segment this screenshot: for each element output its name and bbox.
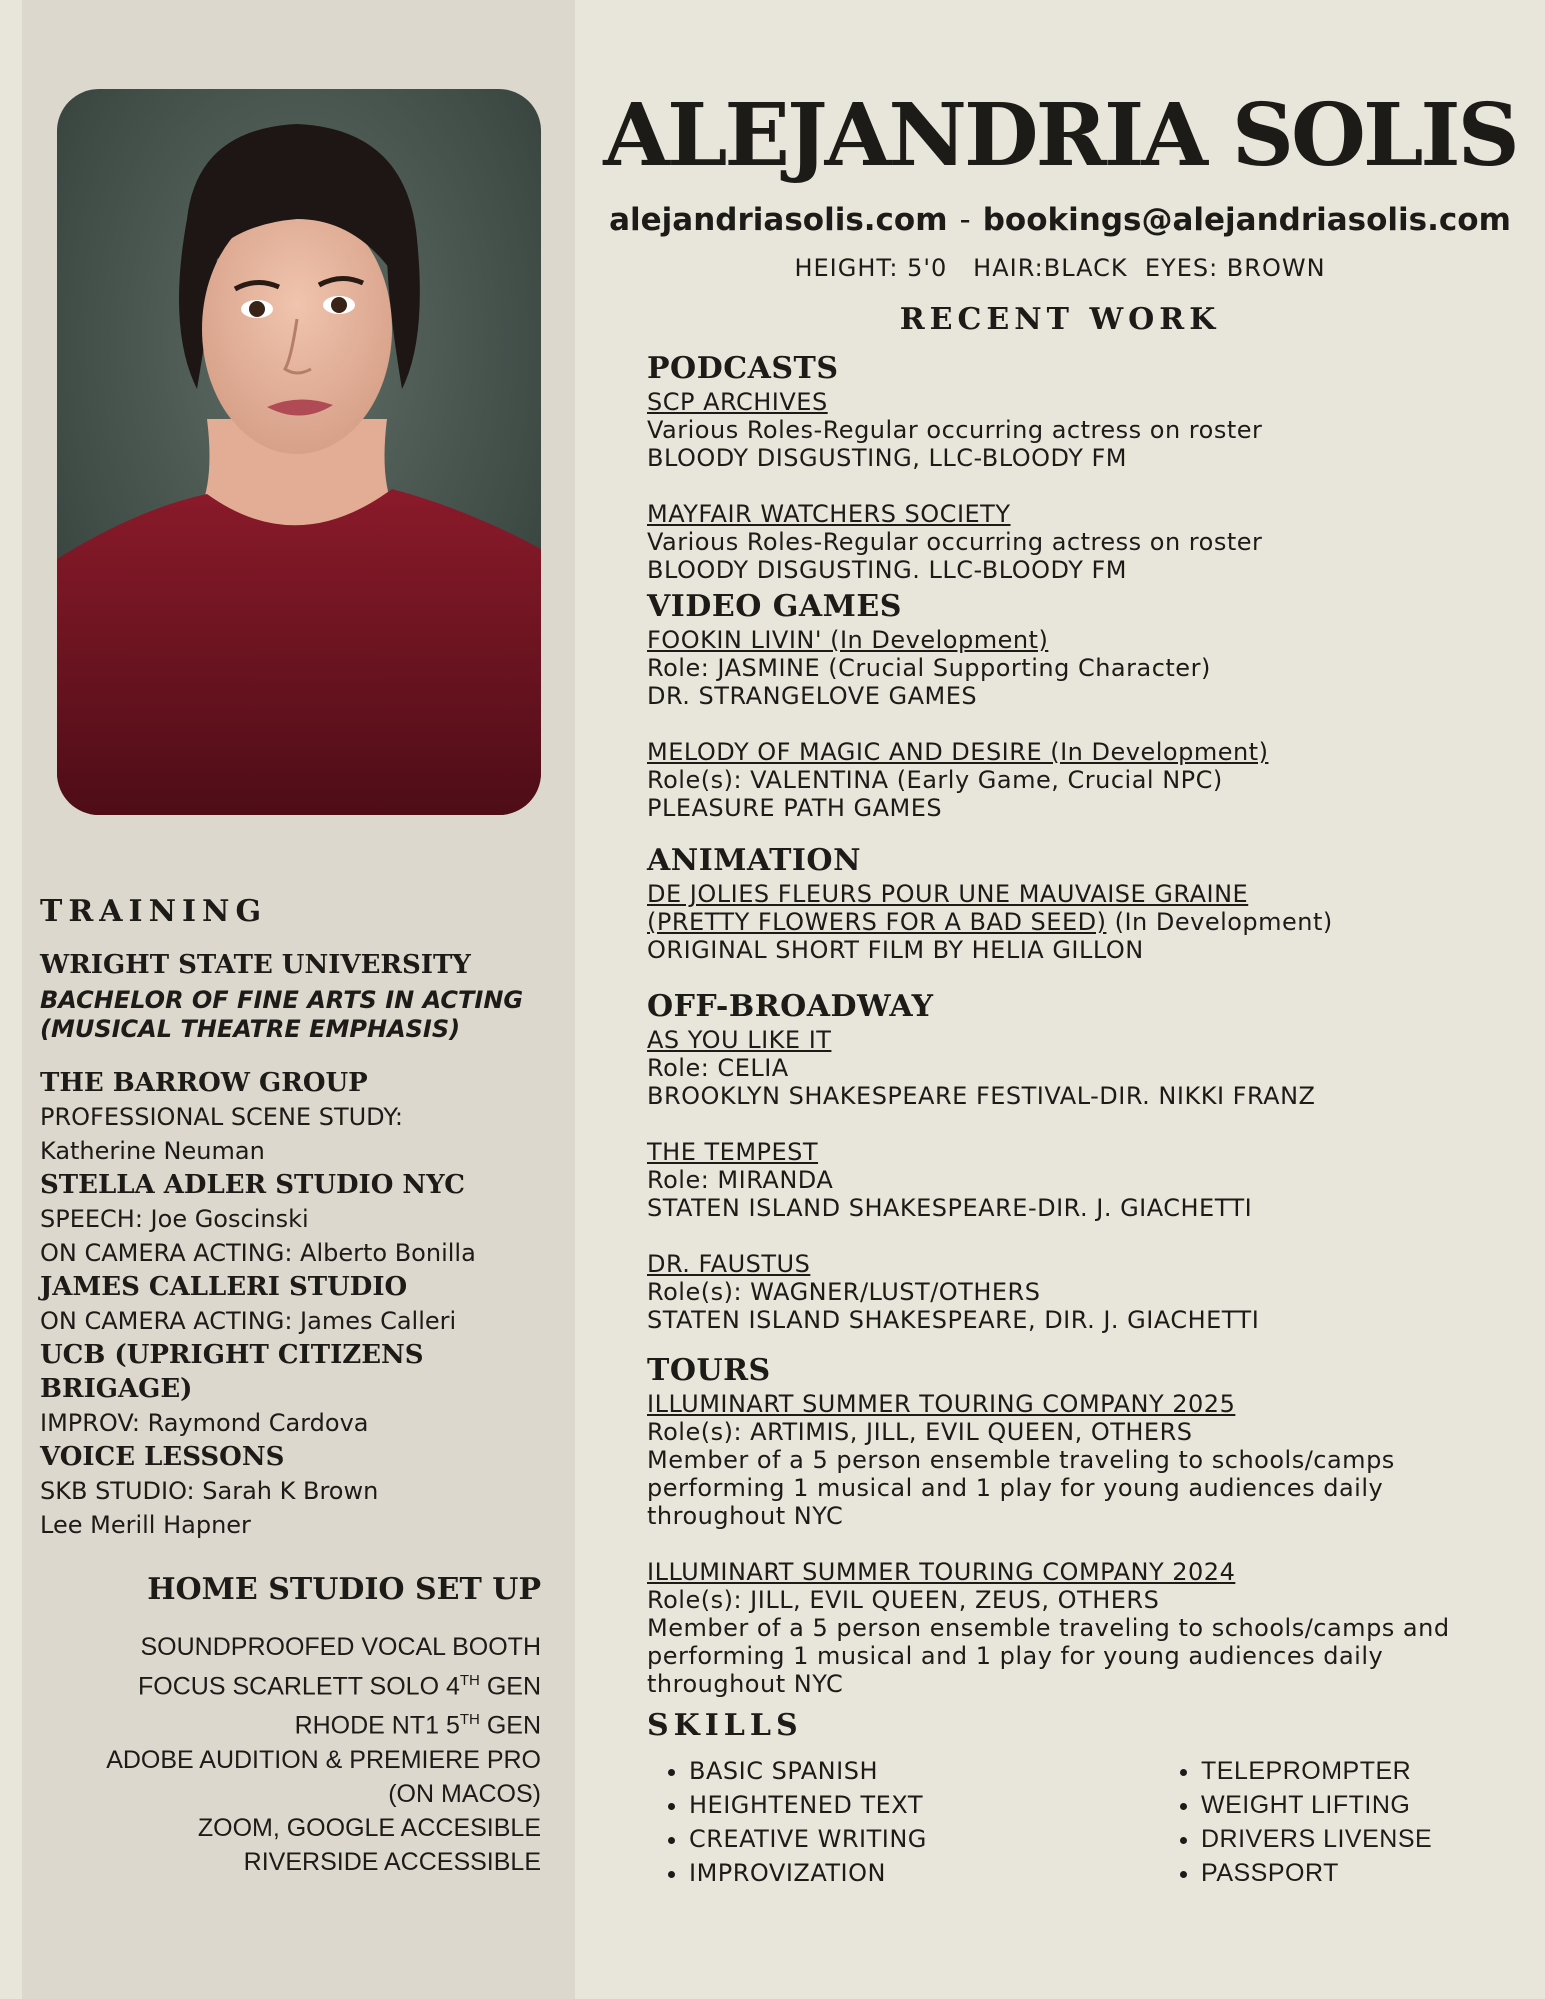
skills-column-2 bbox=[1159, 1754, 1432, 1890]
work-entry bbox=[647, 1390, 1527, 1530]
work-title: MELODY OF MAGIC AND DESIRE (In Development) bbox=[647, 738, 1269, 766]
category-animation: ANIMATION bbox=[647, 843, 861, 878]
email-link[interactable]: bookings@alejandriasolis.com bbox=[982, 202, 1511, 238]
actor-name: ALEJANDRIA SOLIS bbox=[603, 85, 1517, 186]
work-entry bbox=[647, 738, 1527, 822]
work-detail: throughout NYC bbox=[647, 1502, 844, 1530]
headshot-illustration bbox=[57, 89, 541, 815]
work-title: MAYFAIR WATCHERS SOCIETY bbox=[647, 500, 1011, 528]
work-detail: STATEN ISLAND SHAKESPEARE, DIR. J. GIACHETTI bbox=[647, 1306, 1260, 1334]
home-studio-item: RHODE NT1 5TH GEN bbox=[294, 1711, 541, 1740]
work-detail: Role: MIRANDA bbox=[647, 1166, 834, 1194]
work-detail: STATEN ISLAND SHAKESPEARE-DIR. J. GIACHETTI bbox=[647, 1194, 1253, 1222]
skills-list bbox=[647, 1754, 1527, 1890]
training-detail: PROFESSIONAL SCENE STUDY: bbox=[40, 1103, 403, 1131]
training-degree bbox=[40, 986, 560, 1044]
training-school: UCB (UPRIGHT CITIZENS BRIGAGE) bbox=[40, 1340, 424, 1404]
home-studio-item: ADOBE AUDITION & PREMIERE PRO bbox=[106, 1745, 541, 1774]
category-podcasts: PODCASTS bbox=[647, 351, 839, 386]
work-title: AS YOU LIKE IT bbox=[647, 1026, 832, 1054]
skill-item: • HEIGHTENED TEXT bbox=[689, 1788, 1159, 1822]
work-title: DE JOLIES FLEURS POUR UNE MAUVAISE GRAINE bbox=[647, 880, 1249, 908]
category-off-broadway: OFF-BROADWAY bbox=[647, 989, 934, 1024]
home-studio-item: SOUNDPROOFED VOCAL BOOTH bbox=[140, 1633, 541, 1661]
work-detail: BROOKLYN SHAKESPEARE FESTIVAL-DIR. NIKKI FRANZ bbox=[647, 1082, 1316, 1110]
work-detail: Role: CELIA bbox=[647, 1054, 789, 1082]
home-studio-item: (ON MACOS) bbox=[388, 1779, 541, 1808]
work-entry bbox=[647, 388, 1527, 472]
work-detail: BLOODY DISGUSTING, LLC-BLOODY FM bbox=[647, 444, 1127, 472]
training-school: WRIGHT STATE UNIVERSITY bbox=[40, 950, 471, 980]
skill-item: • PASSPORT bbox=[1201, 1856, 1432, 1890]
training-school: JAMES CALLERI STUDIO bbox=[40, 1272, 408, 1302]
work-entry bbox=[647, 1026, 1527, 1110]
website-link[interactable]: alejandriasolis.com bbox=[609, 202, 948, 238]
home-studio-item: FOCUS SCARLETT SOLO 4TH GEN bbox=[138, 1672, 541, 1701]
work-entry bbox=[647, 1138, 1527, 1222]
work-title: THE TEMPEST bbox=[647, 1138, 819, 1166]
headshot-photo bbox=[57, 89, 541, 815]
training-detail: IMPROV: Raymond Cardova bbox=[40, 1409, 369, 1437]
work-entry bbox=[647, 626, 1527, 710]
work-detail: Member of a 5 person ensemble traveling to schools/camps and bbox=[647, 1614, 1450, 1642]
work-detail: Role: JASMINE (Crucial Supporting Character) bbox=[647, 654, 1211, 682]
work-entry bbox=[647, 500, 1527, 584]
work-detail: performing 1 musical and 1 play for young audiences daily bbox=[647, 1642, 1384, 1670]
degree-line: (MUSICAL THEATRE EMPHASIS) bbox=[40, 1015, 461, 1043]
home-studio-item: RIVERSIDE ACCESSIBLE bbox=[243, 1847, 541, 1876]
work-title: ILLUMINART SUMMER TOURING COMPANY 2025 bbox=[647, 1390, 1236, 1418]
skills-heading: SKILLS bbox=[647, 1708, 803, 1743]
work-detail: Various Roles-Regular occurring actress on roster bbox=[647, 528, 1263, 556]
contact-separator: - bbox=[959, 202, 971, 238]
recent-work-heading: RECENT WORK bbox=[899, 302, 1221, 337]
category-video-games: VIDEO GAMES bbox=[647, 589, 902, 624]
work-detail: Role(s): ARTIMIS, JILL, EVIL QUEEN, OTHERS bbox=[647, 1418, 1193, 1446]
work-detail: BLOODY DISGUSTING. LLC-BLOODY FM bbox=[647, 556, 1127, 584]
work-detail: throughout NYC bbox=[647, 1670, 844, 1698]
work-detail: PLEASURE PATH GAMES bbox=[647, 794, 943, 822]
skill-item: • IMPROVIZATION bbox=[689, 1856, 1159, 1890]
page-edge bbox=[0, 0, 22, 1999]
work-detail: Role(s): WAGNER/LUST/OTHERS bbox=[647, 1278, 1041, 1306]
recent-work-section bbox=[647, 350, 1527, 1890]
training-school: VOICE LESSONS bbox=[40, 1442, 285, 1472]
skill-item: • BASIC SPANISH bbox=[689, 1754, 1159, 1788]
training-detail: SKB STUDIO: Sarah K Brown bbox=[40, 1477, 379, 1505]
work-detail: Member of a 5 person ensemble traveling to schools/camps bbox=[647, 1446, 1395, 1474]
skill-item: • CREATIVE WRITING bbox=[689, 1822, 1159, 1856]
work-detail: Role(s): VALENTINA (Early Game, Crucial NPC) bbox=[647, 766, 1223, 794]
training-detail: ON CAMERA ACTING: James Calleri bbox=[40, 1307, 457, 1335]
skill-item: • TELEPROMPTER bbox=[1201, 1754, 1432, 1788]
training-detail: Katherine Neuman bbox=[40, 1137, 265, 1165]
home-studio-list bbox=[21, 1630, 541, 1879]
work-entry bbox=[647, 880, 1527, 964]
training-detail: ON CAMERA ACTING: Alberto Bonilla bbox=[40, 1239, 476, 1267]
degree-line: BACHELOR OF FINE ARTS IN ACTING bbox=[40, 986, 524, 1014]
home-studio-item: ZOOM, GOOGLE ACCESIBLE bbox=[197, 1813, 541, 1842]
skills-column-1 bbox=[647, 1754, 1159, 1890]
work-title: SCP ARCHIVES bbox=[647, 388, 828, 416]
skill-item: • WEIGHT LIFTING bbox=[1201, 1788, 1432, 1822]
training-school: THE BARROW GROUP bbox=[40, 1068, 368, 1098]
work-entry bbox=[647, 1558, 1527, 1698]
training-detail: SPEECH: Joe Goscinski bbox=[40, 1205, 309, 1233]
work-title: DR. FAUSTUS bbox=[647, 1250, 811, 1278]
home-studio-heading: HOME STUDIO SET UP bbox=[147, 1572, 541, 1607]
contact-line bbox=[600, 202, 1520, 238]
skill-item: • DRIVERS LIVENSE bbox=[1201, 1822, 1432, 1856]
work-title-line: (PRETTY FLOWERS FOR A BAD SEED) (In Development) bbox=[647, 908, 1333, 936]
work-detail: performing 1 musical and 1 play for young audiences daily bbox=[647, 1474, 1384, 1502]
category-tours: TOURS bbox=[647, 1353, 771, 1388]
work-title: ILLUMINART SUMMER TOURING COMPANY 2024 bbox=[647, 1558, 1236, 1586]
work-detail: Role(s): JILL, EVIL QUEEN, ZEUS, OTHERS bbox=[647, 1586, 1160, 1614]
training-school: STELLA ADLER STUDIO NYC bbox=[40, 1170, 465, 1200]
work-detail: ORIGINAL SHORT FILM BY HELIA GILLON bbox=[647, 936, 1144, 964]
training-section bbox=[40, 950, 560, 1542]
training-detail: Lee Merill Hapner bbox=[40, 1511, 251, 1539]
work-entry bbox=[647, 1250, 1527, 1334]
training-heading: TRAINING bbox=[40, 894, 268, 929]
work-detail: Various Roles-Regular occurring actress on roster bbox=[647, 416, 1263, 444]
physical-stats: HEIGHT: 5'0 HAIR:BLACK EYES: BROWN bbox=[794, 254, 1326, 282]
work-title: FOOKIN LIVIN' (In Development) bbox=[647, 626, 1049, 654]
work-detail: DR. STRANGELOVE GAMES bbox=[647, 682, 978, 710]
